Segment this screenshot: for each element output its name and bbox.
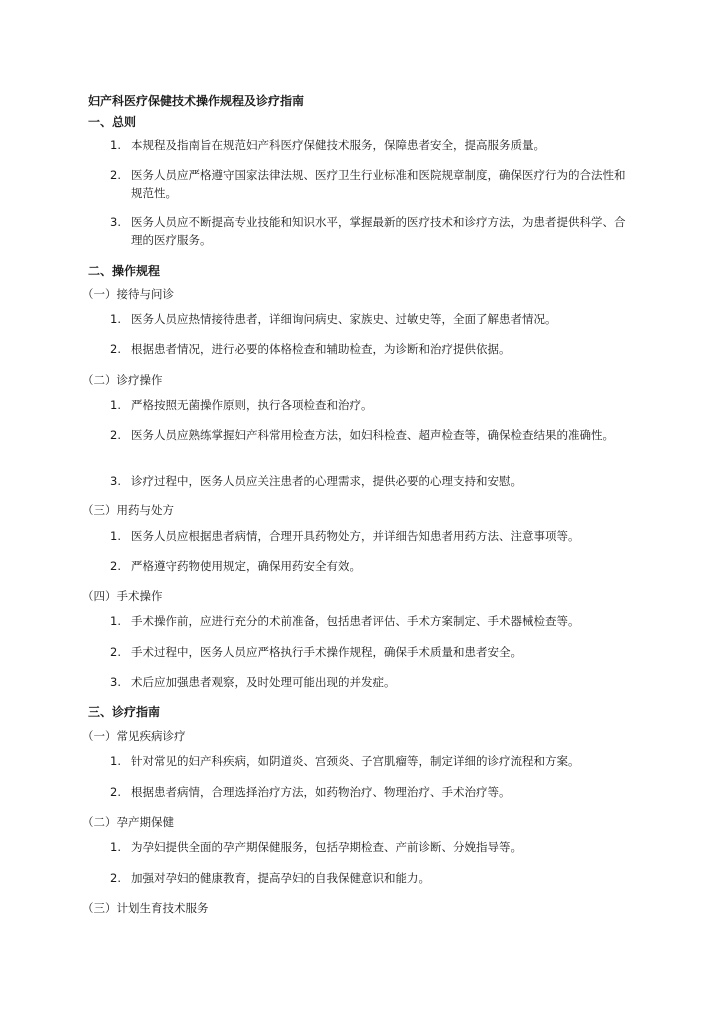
item-text: 为孕妇提供全面的孕产期保健服务，包括孕期检查、产前诊断、分娩指导等。: [131, 840, 522, 854]
subsection-heading: （一）常见疾病诊疗: [82, 729, 186, 743]
subsection-heading: （二）诊疗操作: [82, 373, 163, 387]
list-item: [110, 166, 632, 202]
item-number: 1.: [110, 138, 121, 152]
item-number: 1.: [110, 614, 121, 628]
item-text: 严格遵守药物使用规定，确保用药安全有效。: [131, 559, 361, 573]
list-item: [110, 472, 632, 490]
item-text: 针对常见的妇产科疾病，如阴道炎、宫颈炎、子宫肌瘤等，制定详细的诊疗流程和方案。: [131, 754, 580, 768]
item-text: 手术操作前，应进行充分的术前准备，包括患者评估、手术方案制定、手术器械检查等。: [131, 614, 580, 628]
item-number: 3.: [110, 675, 121, 689]
item-text: 加强对孕妇的健康教育，提高孕妇的自我保健意识和能力。: [131, 871, 430, 885]
subsection-heading: （三）计划生育技术服务: [82, 901, 209, 915]
list-item: [110, 426, 632, 444]
list-item: [110, 752, 632, 770]
list-item: [110, 310, 632, 328]
item-number: 2.: [110, 428, 121, 442]
item-text: 手术过程中，医务人员应严格执行手术操作规程，确保手术质量和患者安全。: [131, 645, 522, 659]
item-text: 本规程及指南旨在规范妇产科医疗保健技术服务，保障患者安全，提高服务质量。: [131, 138, 545, 152]
item-number: 2.: [110, 168, 121, 182]
item-text: 医务人员应严格遵守国家法律法规、医疗卫生行业标准和医院规章制度，确保医疗行为的合法性和规范性。: [131, 168, 626, 200]
item-number: 1.: [110, 529, 121, 543]
list-item: [110, 643, 632, 661]
item-text: 医务人员应不断提高专业技能和知识水平，掌握最新的医疗技术和诊疗方法，为患者提供科学、合理的医疗服务。: [131, 215, 626, 247]
item-number: 2.: [110, 645, 121, 659]
item-text: 严格按照无菌操作原则，执行各项检查和治疗。: [131, 398, 373, 412]
list-item: [110, 136, 632, 154]
subsection-heading: （一）接待与问诊: [82, 287, 174, 301]
list-item: [110, 340, 632, 358]
item-text: 医务人员应热情接待患者，详细询问病史、家族史、过敏史等，全面了解患者情况。: [131, 312, 557, 326]
item-number: 3.: [110, 474, 121, 488]
section-heading: 二、操作规程: [88, 264, 161, 278]
list-item: [110, 673, 632, 691]
item-number: 2.: [110, 342, 121, 356]
item-text: 诊疗过程中，医务人员应关注患者的心理需求，提供必要的心理支持和安慰。: [131, 474, 522, 488]
item-text: 术后应加强患者观察，及时处理可能出现的并发症。: [131, 675, 396, 689]
list-item: [110, 527, 632, 545]
section-heading: 一、总则: [88, 115, 137, 129]
list-item: [110, 213, 632, 249]
document-title: 妇产科医疗保健技术操作规程及诊疗指南: [88, 94, 305, 108]
item-number: 3.: [110, 215, 121, 229]
item-text: 根据患者情况，进行必要的体格检查和辅助检查，为诊断和治疗提供依据。: [131, 342, 511, 356]
subsection-heading: （二）孕产期保健: [82, 815, 174, 829]
item-number: 1.: [110, 398, 121, 412]
item-text: 医务人员应根据患者病情，合理开具药物处方，并详细告知患者用药方法、注意事项等。: [131, 529, 580, 543]
item-number: 1.: [110, 754, 121, 768]
list-item: [110, 612, 632, 630]
item-number: 2.: [110, 559, 121, 573]
list-item: [110, 557, 632, 575]
subsection-heading: （三）用药与处方: [82, 503, 174, 517]
list-item: [110, 783, 632, 801]
list-item: [110, 396, 632, 414]
list-item: [110, 838, 632, 856]
item-number: 1.: [110, 312, 121, 326]
item-number: 2.: [110, 871, 121, 885]
section-heading: 三、诊疗指南: [88, 705, 161, 719]
item-number: 2.: [110, 785, 121, 799]
item-text: 根据患者病情，合理选择治疗方法，如药物治疗、物理治疗、手术治疗等。: [131, 785, 511, 799]
subsection-heading: （四）手术操作: [82, 589, 163, 603]
item-text: 医务人员应熟练掌握妇产科常用检查方法，如妇科检查、超声检查等，确保检查结果的准确性。: [131, 428, 614, 442]
item-number: 1.: [110, 840, 121, 854]
list-item: [110, 869, 632, 887]
